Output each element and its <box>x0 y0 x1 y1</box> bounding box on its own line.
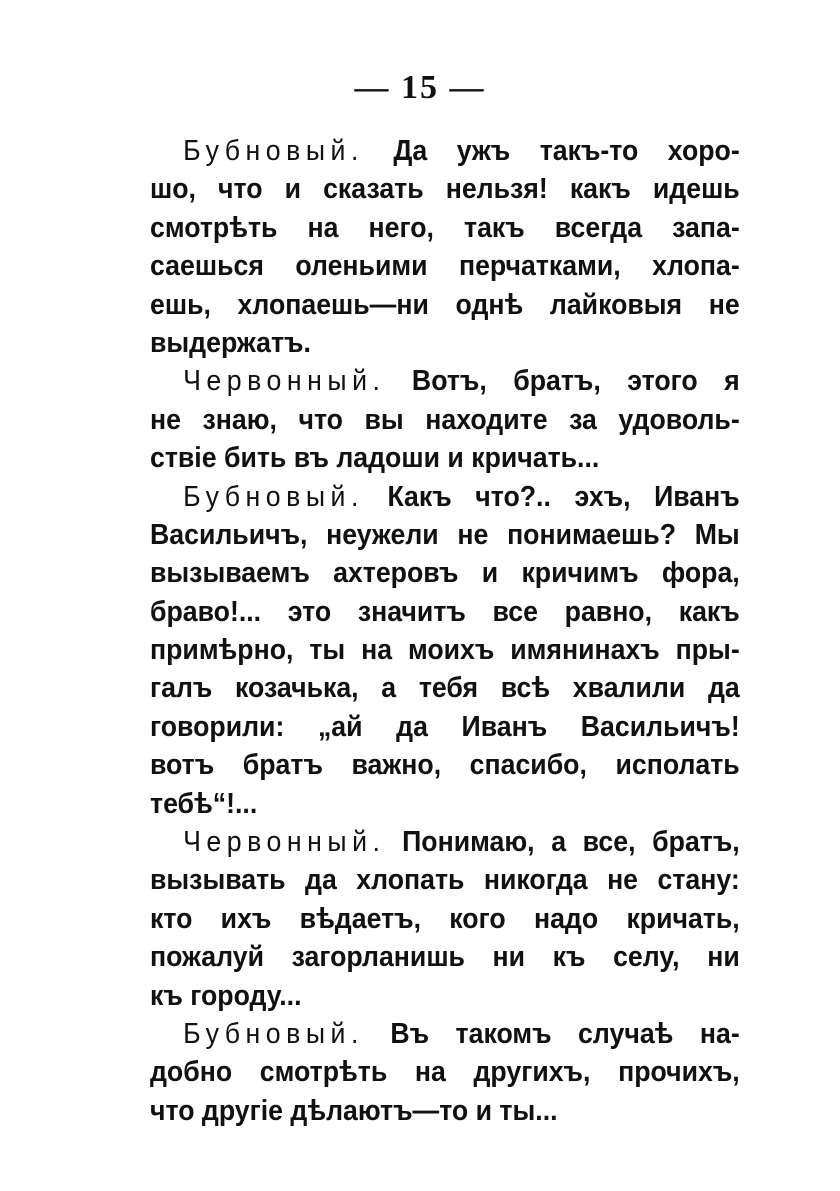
paragraph <box>150 132 740 362</box>
text-line: кто ихъ вѣдаетъ, кого надо кричать, <box>150 902 740 935</box>
text-line: не знаю, что вы находите за удоволь- <box>150 403 740 436</box>
line-text: Въ такомъ случаѣ на- <box>390 1017 740 1050</box>
speaker-name: Бубновый. <box>183 135 364 167</box>
text-line: вызываемъ ахтеровъ и кричимъ фора, <box>150 557 740 590</box>
text-line: къ городу... <box>150 979 302 1012</box>
text-line <box>150 1015 740 1053</box>
speaker-name: Червонный. <box>183 365 386 398</box>
text-line <box>150 823 740 861</box>
text-line <box>150 132 740 170</box>
text-line: вызывать да хлопать никогда не стану: <box>150 864 740 897</box>
text-line: галъ козачька, а тебя всѣ хвалили да <box>150 672 740 705</box>
text-line <box>150 478 740 516</box>
text-line: вотъ братъ важно, спасибо, исполать <box>150 749 740 782</box>
text-line: говорили: „ай да Иванъ Васильичъ! <box>150 710 740 743</box>
text-line: Васильичъ, неужели не понимаешь? Мы <box>150 518 740 551</box>
text-line: ствіе бить въ ладоши и кричать... <box>150 442 600 475</box>
text-line: примѣрно, ты на моихъ имянинахъ пры- <box>150 634 740 667</box>
text-line: выдержатъ. <box>150 326 311 359</box>
text-line: добно смотрѣть на другихъ, прочихъ, <box>150 1056 740 1089</box>
paragraph <box>150 362 740 477</box>
line-text: Понимаю, а все, братъ, <box>402 826 740 859</box>
line-text: Какъ что?.. эхъ, Иванъ <box>387 480 740 513</box>
text-line: ешь, хлопаешь—ни однѣ лайковыя не <box>150 288 740 321</box>
paragraph <box>150 823 740 1015</box>
text-line: шо, что и сказать нельзя! какъ идешь <box>150 173 740 206</box>
text-line: пожалуй загорланишь ни къ селу, ни <box>150 941 740 974</box>
text-block <box>150 132 740 1130</box>
text-line: тебѣ“!... <box>150 787 258 820</box>
paragraph <box>150 1015 740 1130</box>
text-line: что другіе дѣлаютъ—то и ты... <box>150 1094 558 1127</box>
paragraph <box>150 478 740 824</box>
text-line: браво!... это значитъ все равно, какъ <box>150 595 740 628</box>
line-text: Вотъ, братъ, этого я <box>411 365 740 398</box>
page-number: — 15 — <box>354 69 486 106</box>
text-line: саешься оленьими перчатками, хлопа- <box>150 250 740 283</box>
speaker-name: Червонный. <box>183 826 386 859</box>
text-line <box>150 362 740 400</box>
text-line: смотрѣть на него, такъ всегда запа- <box>150 211 740 244</box>
speaker-name: Бубновый. <box>183 480 364 513</box>
line-text: Да ужъ такъ-то хоро- <box>393 135 740 167</box>
speaker-name: Бубновый. <box>183 1017 364 1050</box>
